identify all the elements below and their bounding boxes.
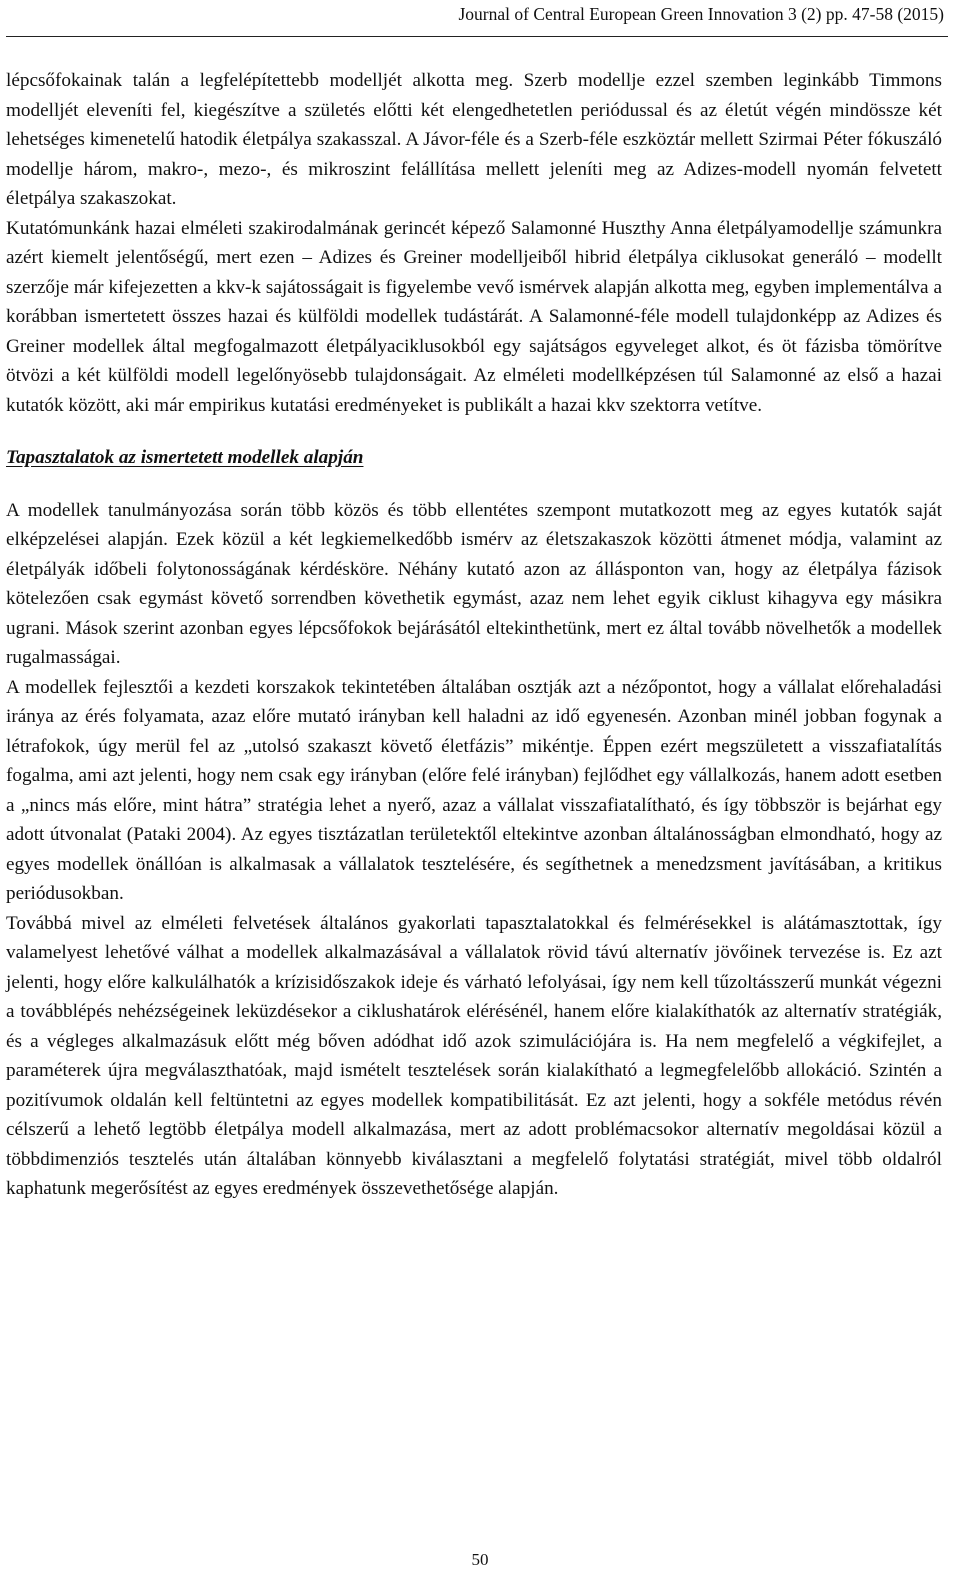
body-paragraph: Továbbá mivel az elméleti felvetések általános gyakorlati tapasztalatokkal és felmérésekkel is alátámasztottak, így valamelyest lehetővé válhat a modellek alkalmazásával a vállalatok rövid távú alternatív jövőinek tervezése is. Ez azt jelenti, hogy előre kalkulálhatók a krízisidőszakok ideje és várható lefolyásai, így nem kell tűzoltásszerű munkát végezni a továbblépés nehézségeinek leküzdésekor a ciklushatárok elérésénél, hanem előre kialakíthatók az alternatív stratégiák, és a végleges alkalmazásuk előtt még bőven adódhat idő azok szimulációjára is. Ha nem megfelelő a végkifejlet, a paraméterek újra megválaszthatóak, majd ismételt tesztelések során kialakítható a legmegfelelőbb allokáció. Szintén a pozitívumok oldalán kell feltüntetni az egyes modellek kompatibilitását. Ez azt jelenti, hogy a sokféle metódus révén célszerű a lehető legtöbb életpálya modell alkalmazása, mert az adott problémacsokor alternatív megoldásai közül a többdimenziós tesztelés után általában könnyebb kiválasztani a megfelelő folytatási stratégiát, mivel több oldalról kaphatunk megerősítést az egyes eredmények összevethetősége alapján. xyxy=(6,912,942,1199)
body-paragraph: A modellek fejlesztői a kezdeti korszakok tekintetében általában osztják azt a nézőpontot, hogy a vállalat előrehaladási iránya az érés folyamata, azaz előre mutató irányban kell haladni az idő egyenesén. Azonban minél jobban fogynak a létrafokok, úgy merül fel az „utolsó szakaszt követő életfázis” mikéntje. Éppen ezért megszületett a visszafiatalítás fogalma, ami azt jelenti, hogy nem csak egy irányban (előre felé irányban) fejlődhet egy vállalkozás, hanem adott esetben a „nincs más előre, mint hátra” stratégia lehet a nyerő, azaz a vállalat visszafiatalítható, és így többször is bejárhat egy adott útvonalat (Pataki 2004). Az egyes tisztázatlan területektől eltekintve azonban általánosságban elmondható, hogy az egyes modellek önállóan is alkalmasak a vállalatok tesztelésére, és segíthetnek a menedzsment javításában, a kritikus periódusokban. xyxy=(6,676,942,904)
running-header: Journal of Central European Green Innovation 3 (2) pp. 47-58 (2015) xyxy=(458,4,944,24)
body-paragraph: lépcsőfokainak talán a legfelépítettebb modelljét alkotta meg. Szerb modellje ezzel szemben leginkább Timmons modelljét eleveníti fel, kiegészítve a születés előtti két elengedhetetlen periódussal és az életút végén mindössze két lehetséges kimenetelű hatodik életpálya szakasszal. A Jávor-féle és a Szerb-féle eszköztár mellett Szirmai Péter fókuszáló modellje három, makro-, mezo-, és mikroszint felállítása mellett jeleníti meg az Adizes-modell nyomán felvetett életpálya szakaszokat. xyxy=(6,70,942,209)
body-paragraph: A modellek tanulmányozása során több közös és több ellentétes szempont mutatkozott meg az egyes kutatók saját elképzelései alapján. Ezek közül a két legkiemelkedőbb ismérv az életszakaszok közötti átmenet módja, valamint az életpályák időbeli folytonosságának kérdésköre. Néhány kutató azon az állásponton van, hogy az életpálya fázisok kötelezően csak egymást követő sorrendben követhetik egymást, azaz nem lehet egyik ciklust kihagyva egy másikra ugrani. Mások szerint azonban egyes lépcsőfokok bejárásától eltekinthetünk, mert ez által tovább növelhetők a modellek rugalmasságai. xyxy=(6,499,942,668)
page-number: 50 xyxy=(471,1550,489,1569)
section-heading: Tapasztalatok az ismertetett modellek alapján xyxy=(6,447,364,468)
article-body xyxy=(6,66,942,1204)
header-rule xyxy=(6,36,948,37)
body-paragraph: Kutatómunkánk hazai elméleti szakirodalmának gerincét képező Salamonné Huszthy Anna életpályamodellje számunkra azért kiemelt jelentőségű, mert ezen – Adizes és Greiner modelljeiből hibrid életpálya ciklusokat generáló – modellt szerzője már kifejezetten a kkv-k sajátosságait is figyelembe vevő ismérvek alapján alkotta meg, egyben implementálva a korábban ismertetett összes hazai és külföldi modellek tudástárát. A Salamonné-féle modell tulajdonképp az Adizes és Greiner modellek által megfogalmazott életpályaciklusokból egy sajátságos egyveleget alkot, és öt fázisba tömörítve ötvözi a két külföldi modell legelőnyösebb tulajdonságait. Az elméleti modellképzésen túl Salamonné az első a hazai kutatók között, aki már empirikus kutatási eredményeket is publikált a hazai kkv szektorra vetítve. xyxy=(6,217,942,416)
